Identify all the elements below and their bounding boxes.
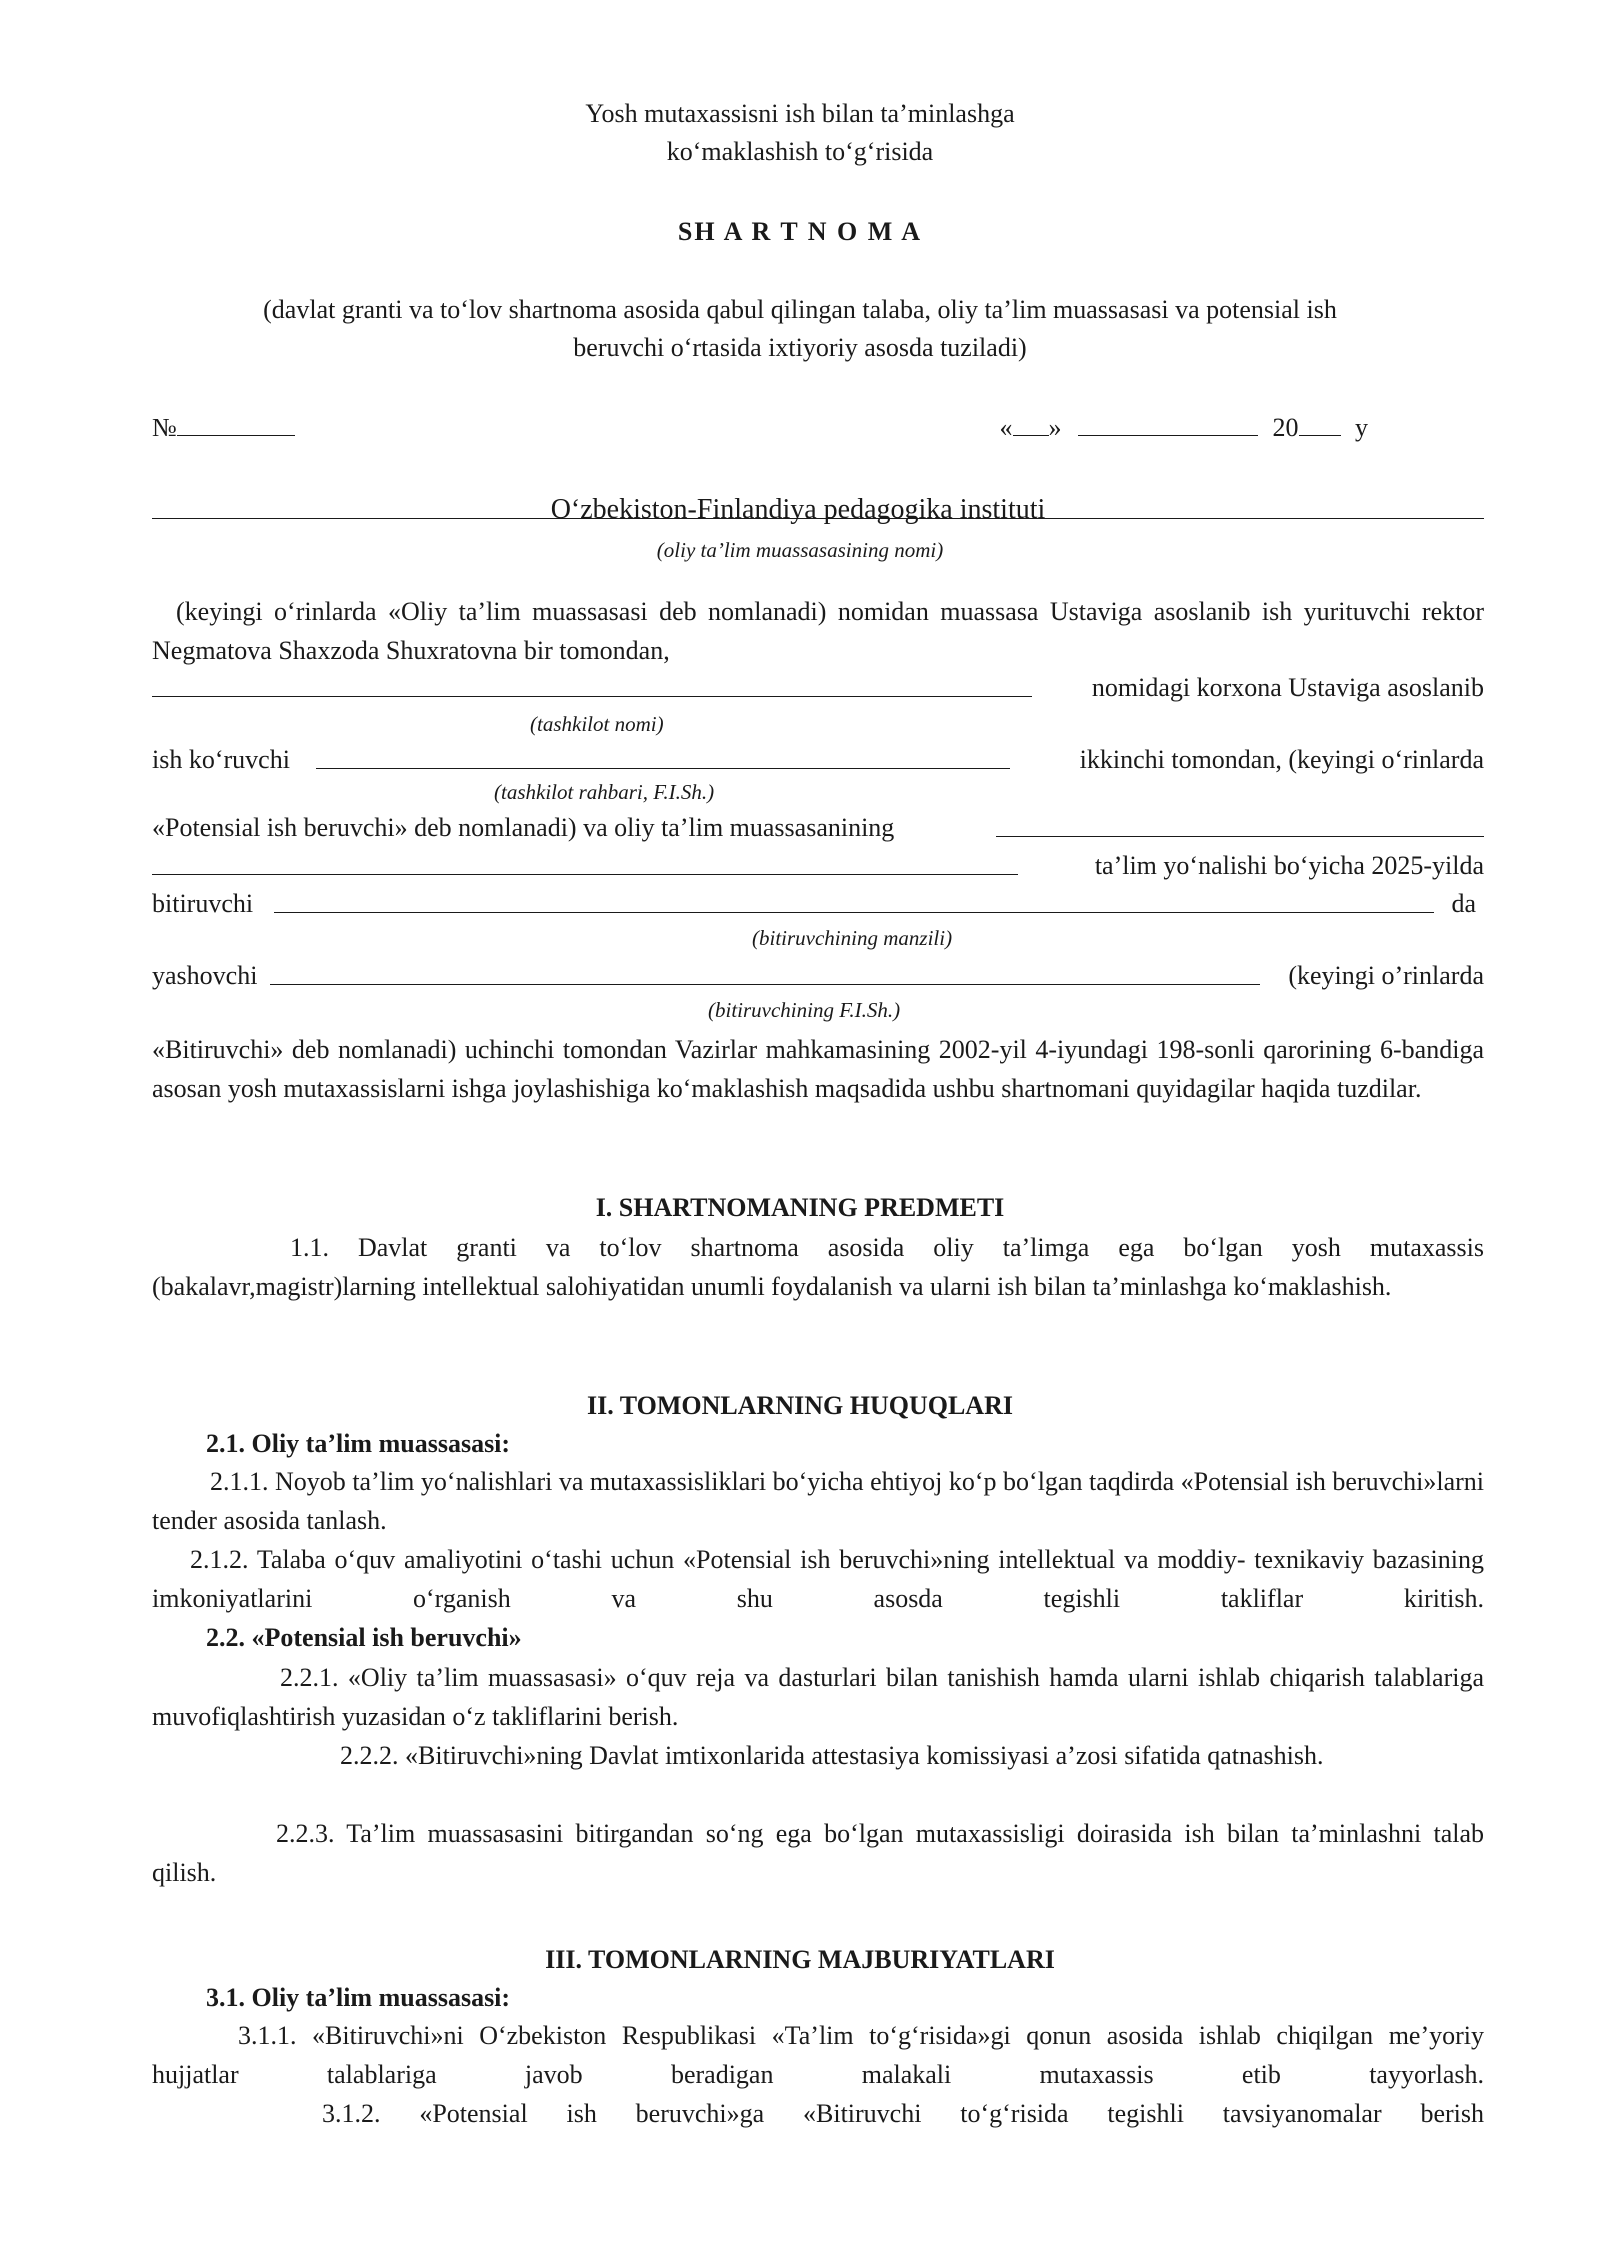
month-blank [1078, 413, 1258, 436]
header-line-2: ko‘maklashish to‘g‘risida [666, 137, 934, 166]
organization-blank[interactable] [152, 674, 1032, 697]
section-3-1-heading: 3.1. Oliy ta’lim muassasasi: [206, 1983, 511, 2012]
paragraph-2-2-1: 2.2.1. «Oliy ta’lim muassasasi» o‘quv reja va dasturlari bilan tanishish hamda ularni ishlab chiqarish talablariga muvofiqlashtirish yuzasidan o‘z takliflarini berish. [152, 1663, 1484, 1731]
document-title: SH A R T N O M A [677, 217, 923, 246]
year-blank [1299, 413, 1341, 436]
address-blank[interactable] [274, 890, 1434, 913]
lives-suffix: (keyingi o’rinlarda [1288, 961, 1484, 990]
contract-number[interactable] [152, 410, 295, 446]
section-1-paragraph: 1.1. Davlat granti va to‘lov shartnoma asosida oliy ta’limga ega bo‘lgan yosh mutaxassis (bakalavr,magistr)larning intellektual salohiyatidan unumli foydalanish va ularni ish bilan ta’minlashga ko‘maklashish. [152, 1233, 1484, 1301]
graduate-row [152, 886, 1484, 922]
parties-paragraph-1: (keyingi o‘rinlarda «Oliy ta’lim muassasasi deb nomlanadi) nomidan muassasa Ustaviga asoslanib ish yurituvchi rektor Negmatova Shaxzoda Shuxratovna bir tomondan, [152, 597, 1484, 665]
paragraph-3-1-2: 3.1.2. «Potensial ish beruvchi»ga «Bitiruvchi to‘g‘risida tegishli tavsiyanomalar berish [322, 2099, 1484, 2128]
head-row [152, 742, 1484, 778]
direction-suffix: ta’lim yo‘nalishi bo‘yicha 2025-yilda [1094, 851, 1484, 880]
paragraph-2-2-3: 2.2.3. Ta’lim muassasasini bitirgandan so‘ng ega bo‘lgan mutaxassisligi doirasida ish bilan ta’minlashni talab qilish. [152, 1819, 1484, 1887]
year-prefix: 20 [1272, 413, 1299, 442]
paragraph-2-1-2: 2.1.2. Talaba o‘quv amaliyotini o‘tashi uchun «Potensial ish beruvchi»ning intellektual va moddiy- texnikaviy bazasining imkoniyatlarini o‘rganish va shu asosda tegishli takliflar kiritish. [152, 1545, 1484, 1613]
parties-paragraph-2: «Bitiruvchi» deb nomlanadi) uchinchi tomondan Vazirlar mahkamasining 2002-yil 4-iyundagi 198-sonli qarorining 6-bandiga asosan yosh mutaxassislarni ishga joylashishiga ko‘maklashish maqsadida ushbu shartnomani quyidagilar haqida tuzdilar. [152, 1035, 1484, 1103]
subtitle-line-2: beruvchi o‘rtasida ixtiyoriy asosda tuziladi) [573, 333, 1027, 362]
institution-row [152, 492, 1484, 528]
fio-blank[interactable] [270, 962, 1260, 985]
section-1-title: I. SHARTNOMANING PREDMETI [595, 1193, 1005, 1222]
section-2-2-heading: 2.2. «Potensial ish beruvchi» [206, 1623, 522, 1652]
organization-caption: (tashkilot nomi) [530, 712, 664, 736]
lives-row [152, 958, 1484, 994]
direction-row [152, 848, 1484, 884]
paragraph-2-2-2: 2.2.2. «Bitiruvchi»ning Davlat imtixonlarida attestasiya komissiyasi a’zosi sifatida qatnashish. [340, 1741, 1324, 1770]
direction-blank-1[interactable] [996, 814, 1484, 837]
date-close-quote: » [1048, 413, 1062, 442]
year-suffix: y [1355, 413, 1368, 442]
direction-blank-2[interactable] [152, 852, 1018, 875]
number-blank [177, 413, 295, 436]
day-blank [1013, 413, 1049, 436]
section-2-1-heading: 2.1. Oliy ta’lim muassasasi: [206, 1429, 511, 1458]
employer-prefix: «Potensial ish beruvchi» deb nomlanadi) va oliy ta’lim muassasanining [152, 813, 895, 842]
graduate-prefix: bitiruvchi [152, 889, 254, 918]
paragraph-2-1-1: 2.1.1. Noyob ta’lim yo‘nalishlari va mutaxassisliklari bo‘yicha ehtiyoj ko‘p bo‘lgan taqdirda «Potensial ish beruvchi»larni tender asosida tanlash. [152, 1467, 1484, 1535]
head-caption: (tashkilot rahbari, F.I.Sh.) [494, 780, 715, 804]
head-prefix: ish ko‘ruvchi [152, 745, 290, 774]
head-blank[interactable] [316, 746, 1010, 769]
number-date-row [152, 410, 1484, 446]
number-label: № [152, 413, 177, 442]
header-line-1: Yosh mutaxassisni ish bilan ta’minlashga [585, 99, 1015, 128]
organization-suffix: nomidagi korxona Ustaviga asoslanib [1091, 673, 1484, 702]
contract-date[interactable] [1000, 410, 1369, 446]
section-2-title: II. TOMONLARNING HUQUQLARI [587, 1391, 1013, 1420]
graduate-suffix: da [1451, 889, 1476, 918]
lives-prefix: yashovchi [152, 961, 258, 990]
employer-row [152, 810, 1484, 846]
section-3-title: III. TOMONLARNING MAJBURIYATLARI [545, 1945, 1055, 1974]
paragraph-3-1-1: 3.1.1. «Bitiruvchi»ni O‘zbekiston Respublikasi «Ta’lim to‘g‘risida»gi qonun asosida ishlab chiqilgan me’yoriy hujjatlar talablariga javob beradigan malakali mutaxassis etib tayyorlash. [152, 2021, 1484, 2089]
address-caption: (bitiruvchining manzili) [752, 926, 953, 950]
organization-row [152, 670, 1484, 706]
date-open-quote: « [999, 413, 1013, 442]
institution-name: O‘zbekiston-Finlandiya pedagogika instituti [550, 494, 1046, 525]
fio-caption: (bitiruvchining F.I.Sh.) [708, 998, 901, 1022]
institution-caption: (oliy ta’lim muassasasining nomi) [656, 538, 944, 562]
head-suffix: ikkinchi tomondan, (keyingi o‘rinlarda [1079, 745, 1484, 774]
subtitle-line-1: (davlat granti va to‘lov shartnoma asosida qabul qilingan talaba, oliy ta’lim muassasasi va potensial ish [263, 295, 1337, 324]
